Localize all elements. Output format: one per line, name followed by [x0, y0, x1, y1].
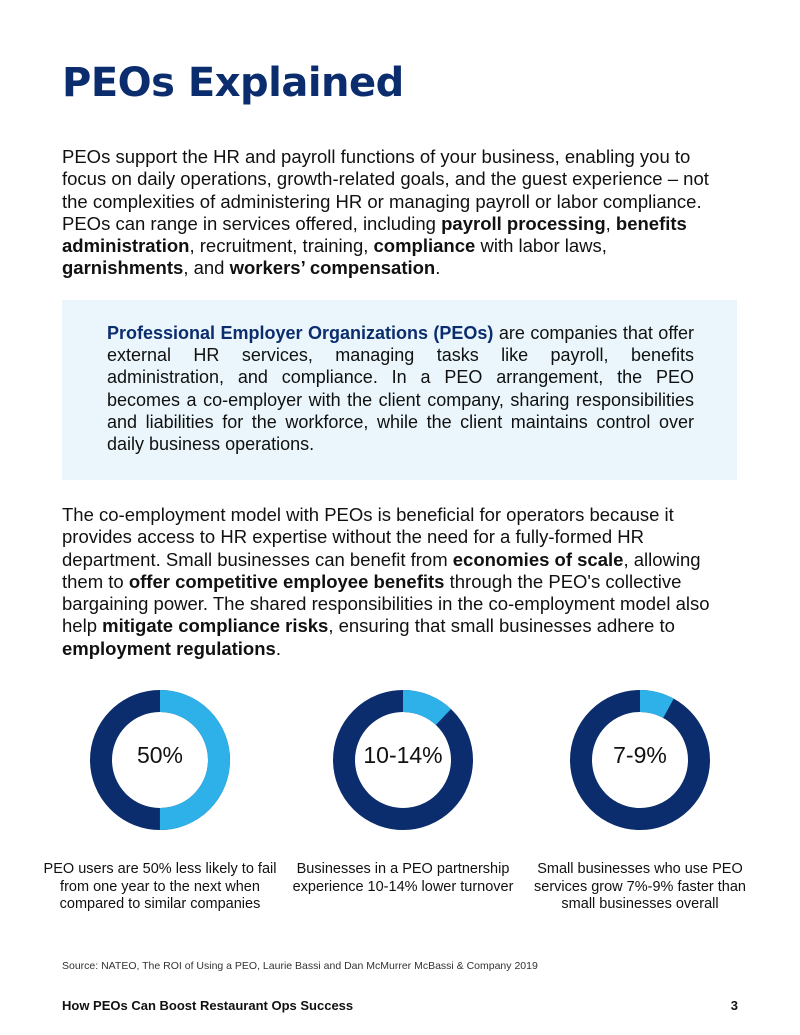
stat-value: 7-9% — [613, 742, 667, 768]
intro-text: , and — [183, 257, 230, 279]
coemp-text: through the PEO's collective bargaining power. The shared responsibilities in the co-employment model also help — [62, 570, 710, 637]
coemp-bold-scale: economies of scale — [452, 548, 624, 570]
intro-bold-compliance: compliance — [373, 235, 476, 257]
intro-bold-payroll: payroll processing — [441, 212, 606, 234]
coemp-text: The co-employment model with PEOs is beneficial for operators because it provides access to HR expertise without the need for a fully-formed HR department. Small businesses can benefit from — [62, 504, 674, 570]
page-title: PEOs Explained — [62, 60, 404, 106]
stat-caption: PEO users are 50% less likely to fail from one year to the next when compared to similar companies — [43, 861, 277, 913]
coemp-text: , ensuring that small businesses adhere to — [328, 615, 675, 637]
definition-callout — [62, 300, 737, 480]
intro-bold-garnishments: garnishments — [62, 257, 184, 279]
intro-paragraph — [62, 146, 738, 280]
source-citation: Source: NATEO, The ROI of Using a PEO, Laurie Bassi and Dan McMurrer McBassi & Company 2019 — [62, 960, 538, 972]
coemp-bold-regulations: employment regulations — [62, 637, 276, 659]
definition-term: Professional Employer Organizations (PEOs) — [107, 323, 494, 343]
intro-text: . — [435, 257, 441, 279]
coemp-text: , allowing them to — [62, 548, 701, 592]
stat-value: 50% — [136, 742, 184, 768]
stat-caption: Businesses in a PEO partnership experience 10-14% lower turnover — [292, 861, 514, 895]
stat-caption: Small businesses who use PEO services grow 7%-9% faster than small businesses overall — [534, 861, 746, 913]
coemp-bold-risks: mitigate compliance risks — [102, 615, 329, 637]
definition-text — [107, 322, 694, 455]
coemployment-paragraph — [62, 504, 738, 660]
intro-text: , — [605, 212, 616, 234]
page-number: 3 — [730, 998, 738, 1013]
intro-bold-benefits: benefits administration — [62, 212, 687, 257]
stat-value: 10-14% — [363, 742, 443, 768]
intro-text: with labor laws, — [475, 235, 607, 257]
intro-bold-workers-comp: workers’ compensation — [229, 257, 436, 279]
intro-text: PEOs support the HR and payroll functions of your business, enabling you to focus on daily operations, growth-related goals, and the guest experience – not the complexities of administering HR or managing payroll or labor compliance. PEOs can range in services offered, including — [62, 146, 709, 234]
coemp-bold-benefits: offer competitive employee benefits — [128, 570, 445, 592]
definition-body: are companies that offer external HR services, managing tasks like payroll, benefits administration, and compliance. In a PEO arrangement, the PEO becomes a co-employer with the client company, sharing responsibilities and liabilities for the workforce, while the client maintains control over daily business operations. — [107, 323, 694, 455]
coemp-text: . — [275, 637, 281, 659]
intro-text: , recruitment, training, — [189, 235, 374, 257]
footer-title: How PEOs Can Boost Restaurant Ops Success — [62, 998, 354, 1013]
